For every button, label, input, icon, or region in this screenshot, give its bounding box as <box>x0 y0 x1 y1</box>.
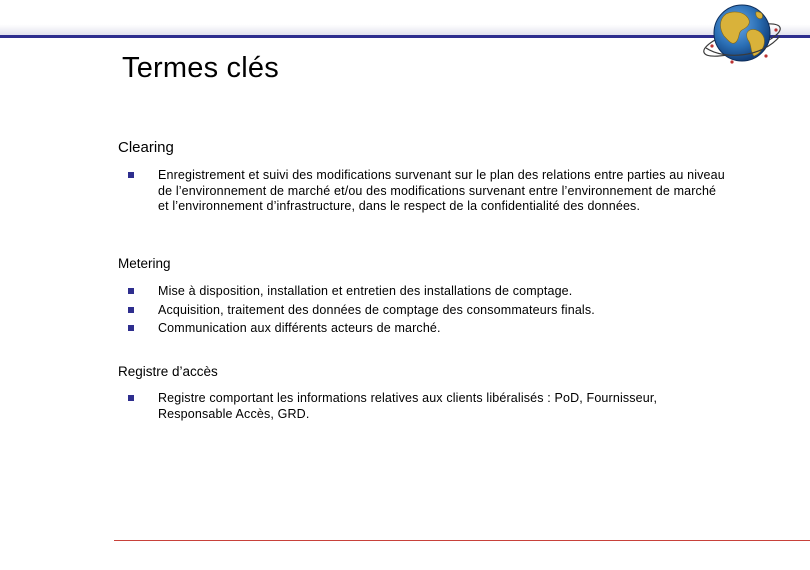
bullet-list <box>118 391 728 422</box>
section-registre-acces <box>118 364 728 422</box>
list-item-text: Enregistrement et suivi des modifications survenant sur le plan des relations entre parties au niveau de l’environnement de marché et/ou des modifications survenant entre l’environnement de marché et l’environnement d’infrastructure, dans le respect de la confidentialité des données. <box>158 168 725 213</box>
header-bar <box>0 0 810 38</box>
section-heading: Registre d’accès <box>118 364 218 379</box>
section-clearing <box>118 139 728 215</box>
footer-divider <box>114 540 810 541</box>
globe-icon <box>700 0 784 74</box>
square-bullet-icon <box>128 395 134 401</box>
square-bullet-icon <box>128 307 134 313</box>
square-bullet-icon <box>128 172 134 178</box>
list-item <box>118 168 728 215</box>
page-title: Termes clés <box>122 52 279 84</box>
list-item-text: Mise à disposition, installation et entretien des installations de comptage. <box>158 284 573 298</box>
list-item <box>118 391 728 422</box>
square-bullet-icon <box>128 325 134 331</box>
list-item <box>118 282 728 301</box>
list-item-text: Acquisition, traitement des données de comptage des consommateurs finals. <box>158 302 595 317</box>
list-item <box>118 319 728 338</box>
section-metering <box>118 256 728 338</box>
list-item-text: Registre comportant les informations relatives aux clients libéralisés : PoD, Fournisseur, Responsable Accès, GRD. <box>158 391 658 421</box>
bullet-list <box>118 168 728 215</box>
section-heading: Clearing <box>118 139 174 156</box>
list-item <box>118 301 728 320</box>
section-heading: Metering <box>118 256 171 271</box>
square-bullet-icon <box>128 288 134 294</box>
list-item-text: Communication aux différents acteurs de marché. <box>158 321 441 335</box>
bullet-list <box>118 282 728 338</box>
